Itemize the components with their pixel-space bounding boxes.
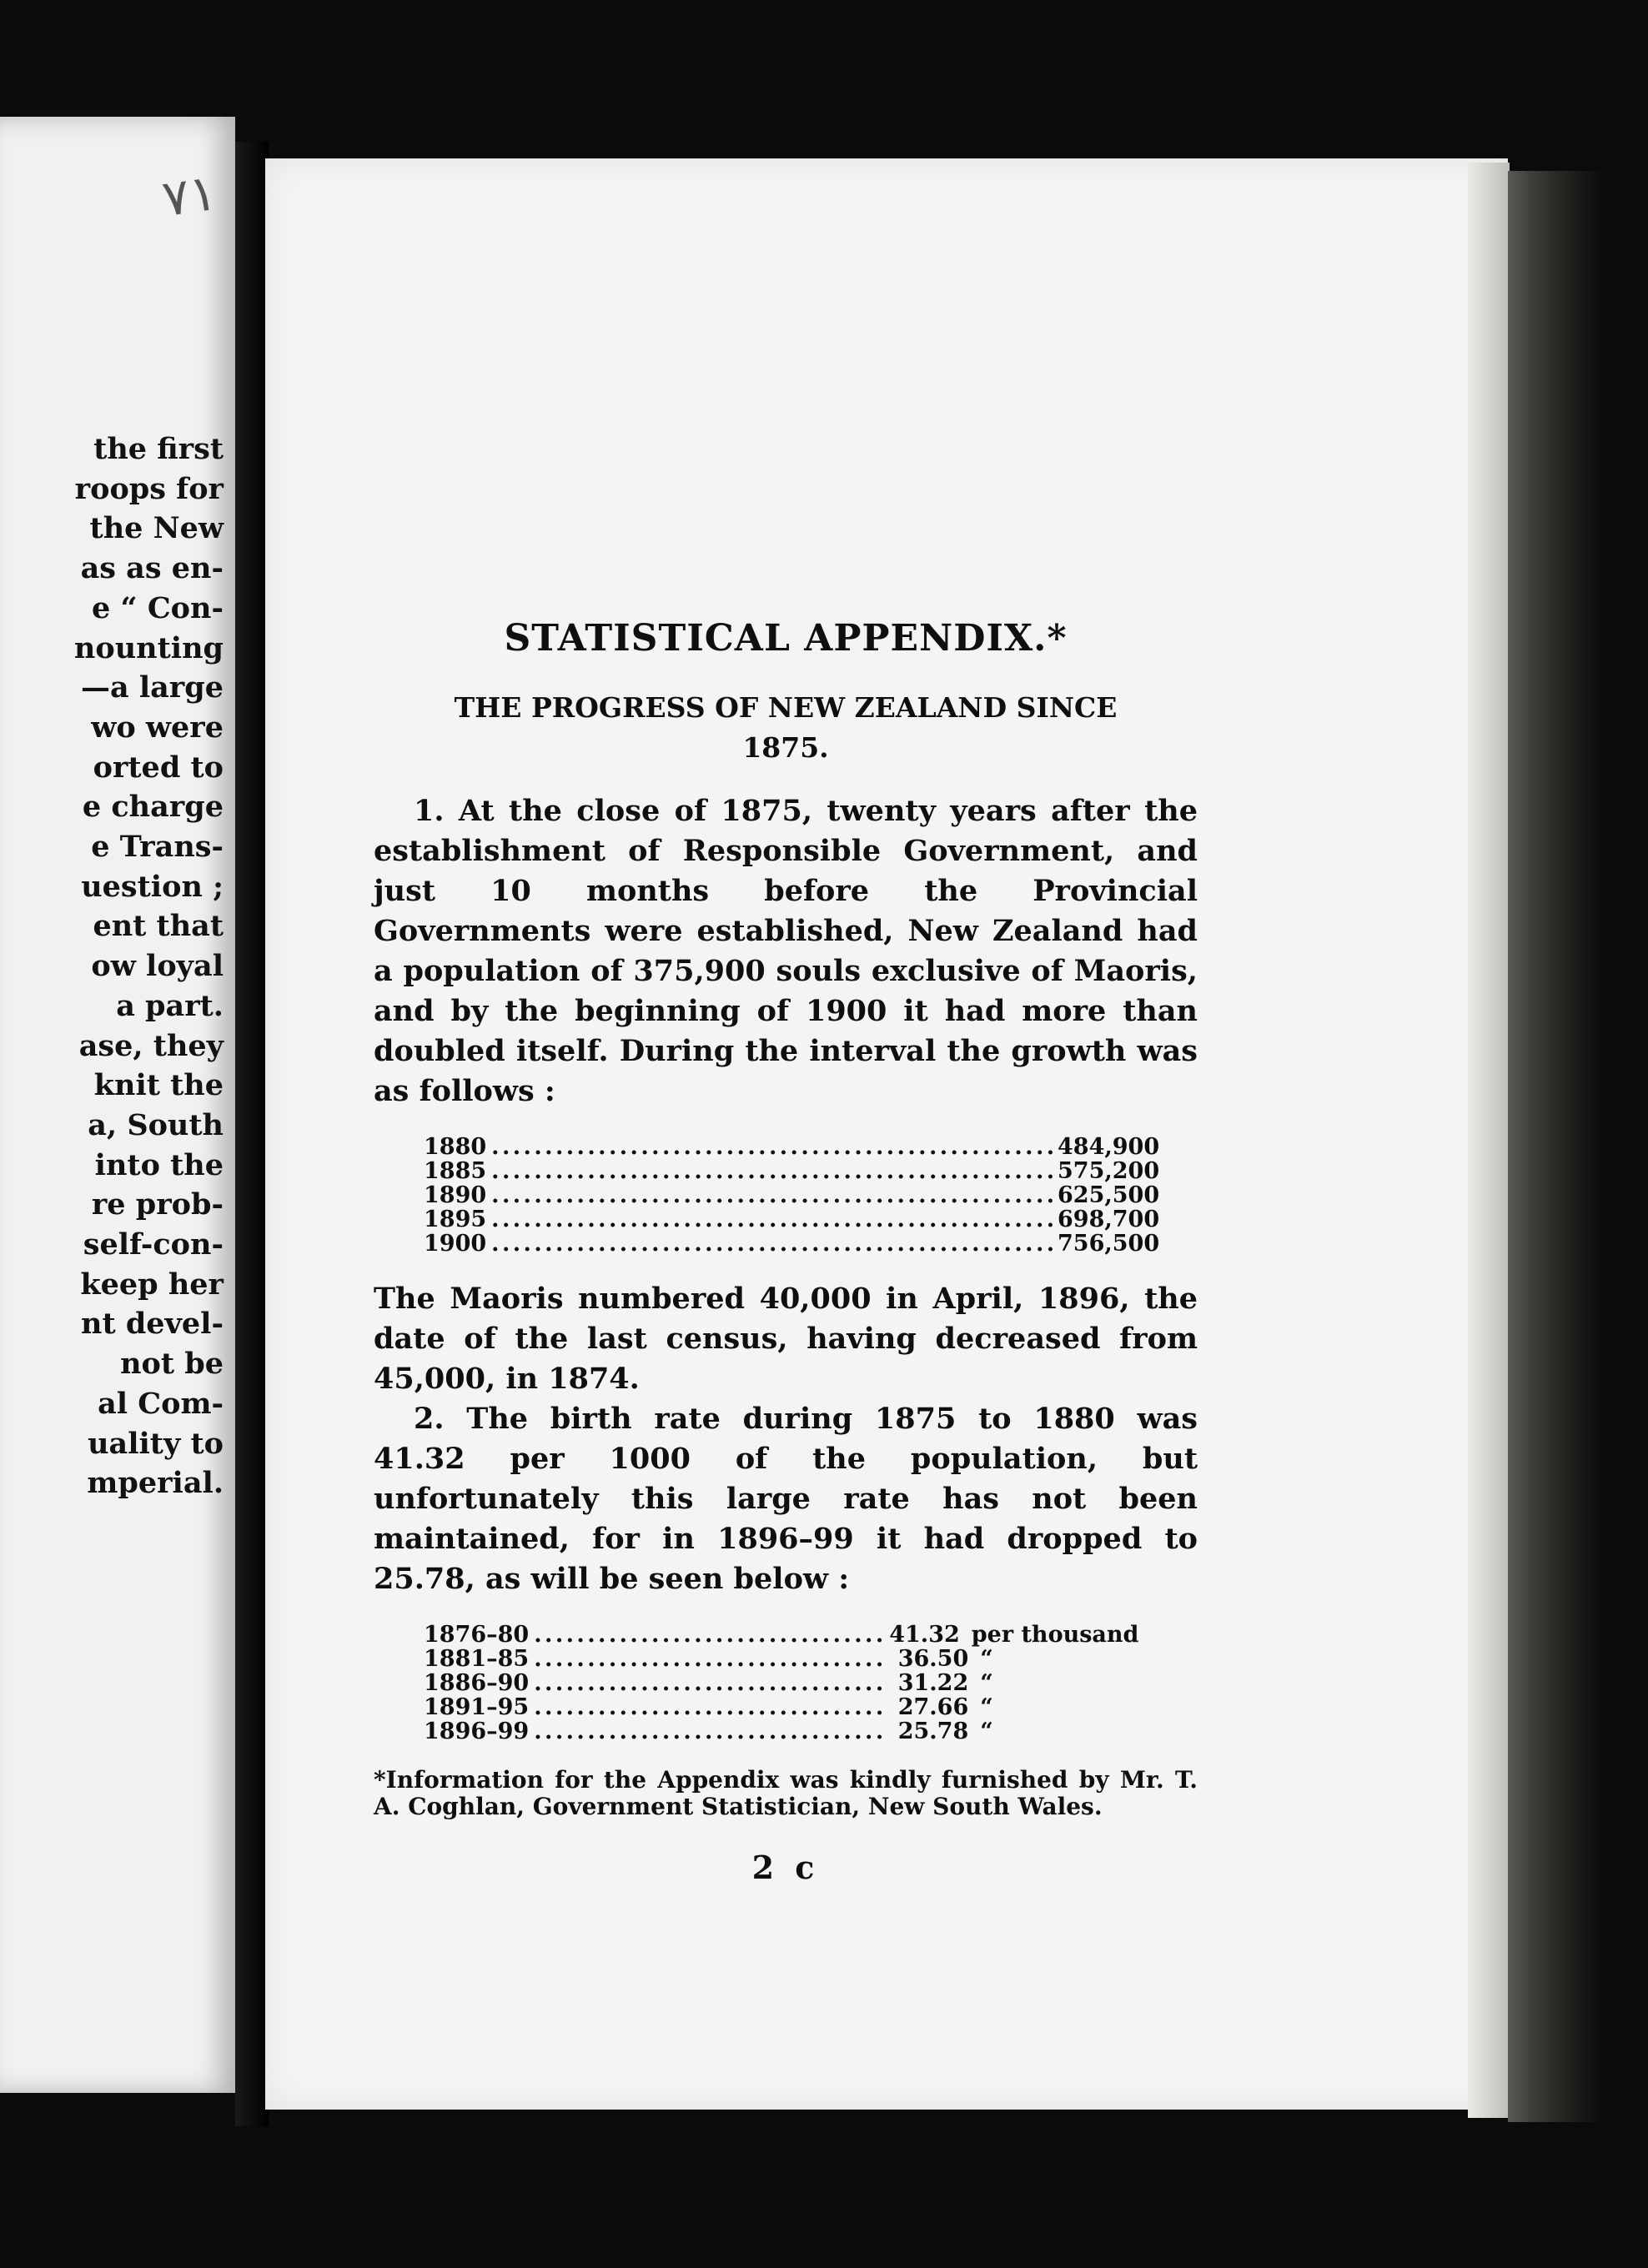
year-cell: 1900 <box>424 1231 487 1257</box>
rate-cell: 27.66 <box>897 1694 969 1720</box>
left-page-line: wo were <box>91 710 224 745</box>
leader-dots <box>534 1623 884 1647</box>
period-cell: 1876–80 <box>424 1622 530 1648</box>
leader-dots <box>534 1647 884 1671</box>
population-cell: 484,900 <box>1058 1134 1160 1160</box>
paragraph-3 <box>374 1399 1198 1599</box>
unit-cell: “ <box>980 1670 993 1696</box>
period-cell: 1891–95 <box>424 1694 530 1720</box>
unit-cell: “ <box>980 1646 993 1672</box>
year-cell: 1890 <box>424 1182 487 1208</box>
population-cell: 698,700 <box>1058 1207 1160 1232</box>
leader-dots <box>491 1135 1053 1159</box>
table-row <box>424 1671 1124 1695</box>
left-page-line: a, South <box>88 1107 224 1142</box>
paragraph-1 <box>374 791 1198 1111</box>
left-page-line: e Trans- <box>91 830 224 865</box>
signature-mark: 2 c <box>751 1849 820 1886</box>
section-subtitle <box>374 688 1198 768</box>
left-page-line: not be <box>120 1347 224 1382</box>
unit-cell: “ <box>980 1719 993 1744</box>
page-title: STATISTICAL APPENDIX.* <box>504 617 1068 660</box>
table-row <box>424 1622 1139 1648</box>
population-table <box>424 1134 1160 1257</box>
table-row <box>424 1158 1160 1184</box>
period-cell: 1896–99 <box>424 1719 530 1744</box>
left-page-line: uality to <box>88 1426 224 1461</box>
year-cell: 1885 <box>424 1158 487 1184</box>
leader-dots <box>534 1695 884 1719</box>
year-cell: 1895 <box>424 1207 487 1232</box>
left-page-line: nt devel- <box>81 1307 224 1342</box>
left-page-line: nounting <box>73 630 224 665</box>
left-page-line: the New <box>89 511 224 546</box>
footnote: *Information for the Appendix was kindly furnished by Mr. T. A. Coghlan, Government Statistician, New South Wales. <box>374 1766 1198 1820</box>
rate-cell: 41.32 <box>889 1622 960 1648</box>
population-cell: 625,500 <box>1058 1182 1160 1208</box>
left-page-line: keep her <box>80 1267 224 1302</box>
left-page-line: —a large <box>80 670 224 705</box>
rate-cell: 36.50 <box>897 1646 969 1672</box>
period-cell: 1886–90 <box>424 1670 530 1696</box>
page-edge-light <box>1468 163 1510 2118</box>
paragraph-3-text: 2. The birth rate during 1875 to 1880 was 41.32 per 1000 of the population, but unfortunately this large rate has not been maintained, for in 1896–99 it had dropped to 25.78, as will be seen below : <box>374 1402 1198 1596</box>
left-page-line: into the <box>94 1147 224 1182</box>
leader-dots <box>491 1183 1053 1207</box>
table-row <box>424 1182 1160 1208</box>
table-row <box>424 1134 1160 1160</box>
left-page-line: al Com- <box>98 1386 224 1421</box>
left-page-line: uestion ; <box>81 869 224 904</box>
leader-dots <box>491 1159 1053 1183</box>
left-page-line: re prob- <box>91 1187 224 1222</box>
left-page-line: orted to <box>93 750 224 785</box>
book-gutter <box>235 142 269 2126</box>
page-content <box>374 617 1198 1886</box>
left-page-line: ent that <box>93 909 224 944</box>
left-page-line: e charge <box>82 790 224 825</box>
book-edge <box>1508 171 1600 2122</box>
rate-cell: 31.22 <box>897 1670 969 1696</box>
left-page-text <box>0 429 224 1503</box>
left-page-line: mperial. <box>87 1466 224 1501</box>
pencil-annotation: ۷۱ <box>158 163 221 229</box>
paragraph-1-text: 1. At the close of 1875, twenty years after the establishment of Responsible Government, and just 10 months before the Provincial Governments were established, New Zealand had a population of 375,900 souls exclusive of Maoris, and by the beginning of 1900 it had more than doubled itself. During the interval the growth was as follows : <box>374 794 1198 1108</box>
left-page-line: e “ Con- <box>92 590 224 625</box>
table-row <box>424 1231 1160 1257</box>
left-page-line: knit the <box>93 1068 224 1103</box>
unit-cell: per thousand <box>971 1622 1139 1648</box>
leader-dots <box>534 1719 884 1744</box>
leader-dots <box>534 1671 884 1695</box>
unit-cell: “ <box>980 1694 993 1720</box>
rate-cell: 25.78 <box>897 1719 969 1744</box>
leader-dots <box>491 1232 1053 1256</box>
left-page-line: ow loyal <box>91 949 224 984</box>
year-cell: 1880 <box>424 1134 487 1160</box>
table-row <box>424 1207 1160 1232</box>
leader-dots <box>491 1207 1053 1232</box>
left-facing-page <box>0 117 235 2093</box>
left-page-line: as as en- <box>80 551 224 586</box>
subtitle-line-1: THE PROGRESS OF NEW ZEALAND SINCE <box>454 691 1118 724</box>
birth-rate-table <box>424 1622 1139 1744</box>
table-row <box>424 1695 1124 1719</box>
period-cell: 1881–85 <box>424 1646 530 1672</box>
population-cell: 756,500 <box>1058 1231 1160 1257</box>
subtitle-line-2: 1875. <box>742 731 829 764</box>
left-page-line: a part. <box>116 988 224 1023</box>
paragraph-2: The Maoris numbered 40,000 in April, 1896, the date of the last census, having decreased from 45,000, in 1874. <box>374 1282 1198 1396</box>
table-row <box>424 1647 1124 1671</box>
left-page-line: self-con- <box>83 1227 224 1262</box>
left-page-line: roops for <box>74 471 224 506</box>
left-page-line: ase, they <box>78 1028 224 1063</box>
table-row <box>424 1719 1124 1744</box>
left-page-line: the first <box>93 432 224 466</box>
population-cell: 575,200 <box>1058 1158 1160 1184</box>
